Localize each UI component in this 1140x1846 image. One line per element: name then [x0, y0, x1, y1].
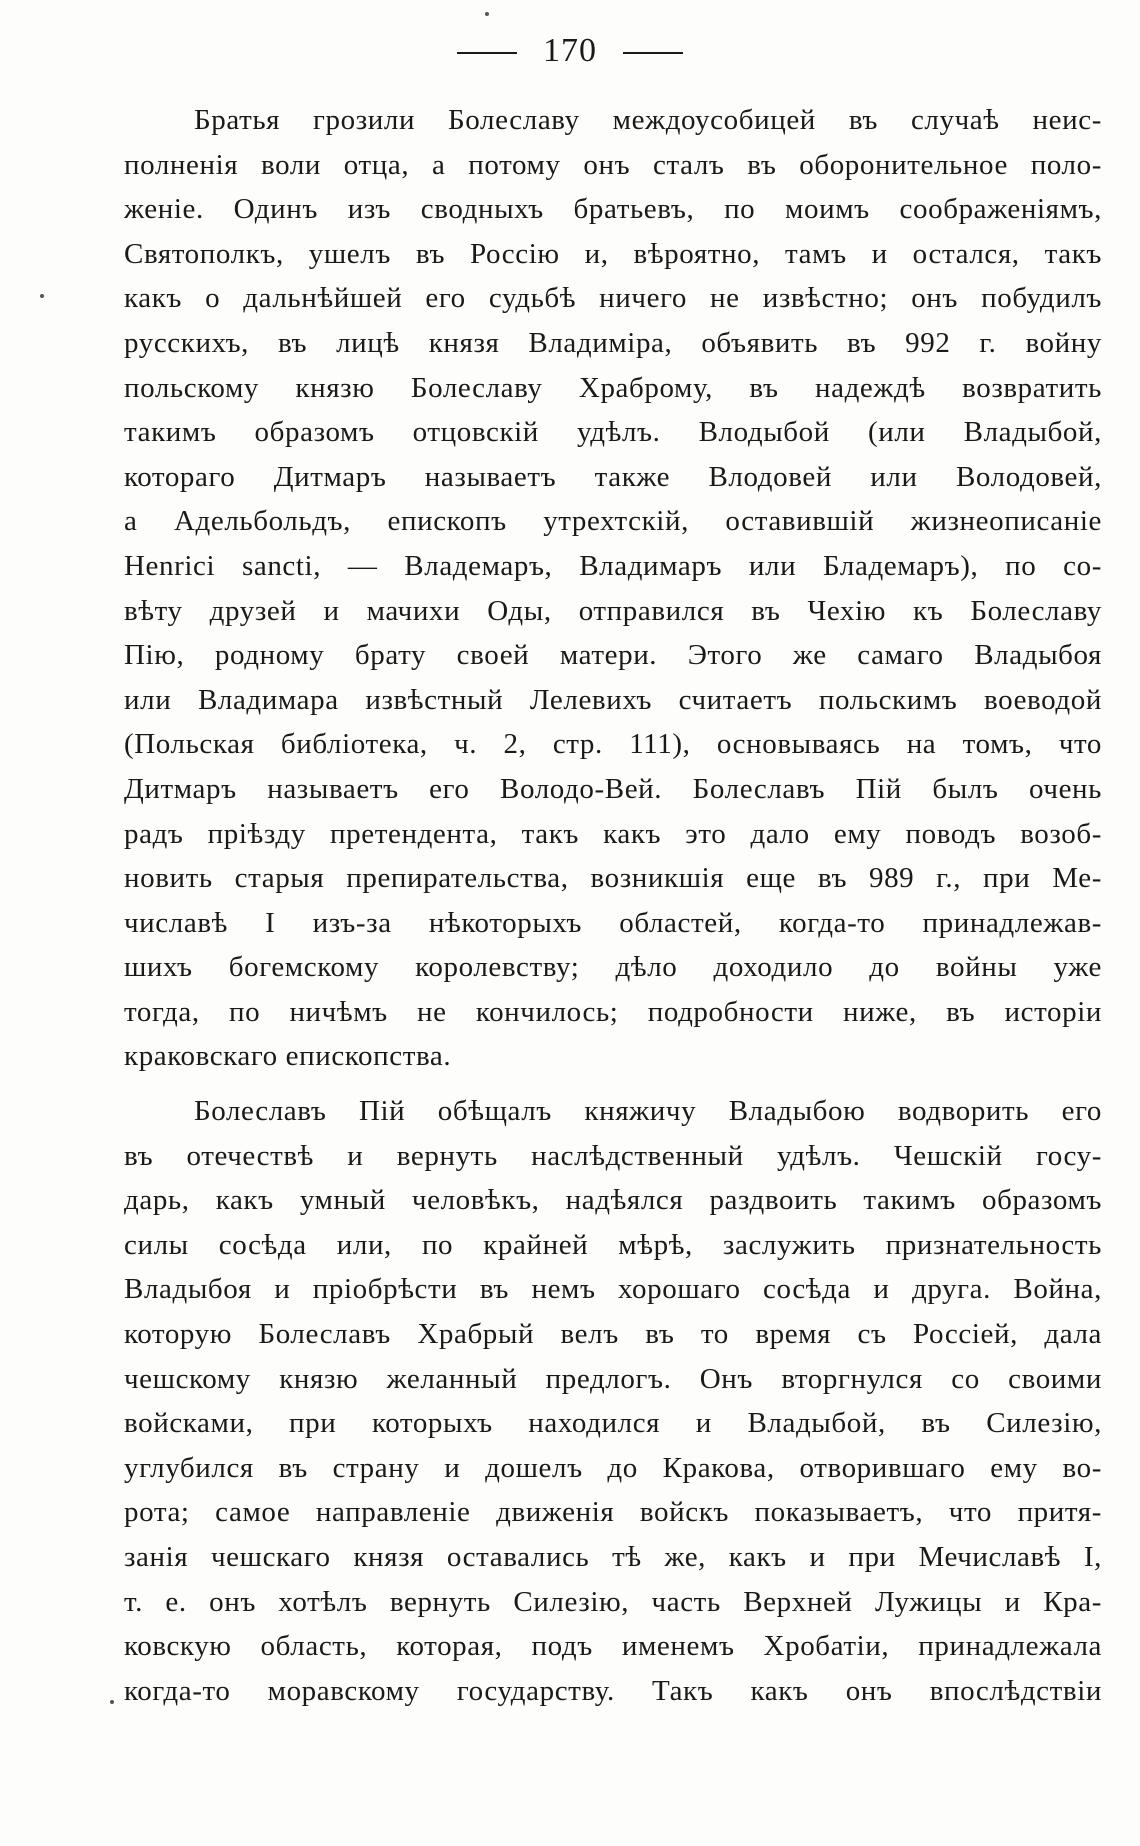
page-number: 170: [543, 32, 597, 69]
text-line: шихъ богемскому королевству; дѣло доходило до войны уже: [124, 951, 1102, 984]
text-line: дарь, какъ умный человѣкъ, надѣялся раздвоить такимъ образомъ: [124, 1184, 1102, 1217]
text-line: ковскую область, которая, подъ именемъ Хробатіи, принадлежала: [124, 1630, 1102, 1663]
text-line: числавѣ I изъ-за нѣкоторыхъ областей, когда-то принадлежав-: [124, 906, 1102, 939]
text-line: когда-то моравскому государству. Такъ какъ онъ впослѣдствіи: [124, 1674, 1102, 1707]
text-line: войсками, при которыхъ находился и Владыбой, въ Силезію,: [124, 1407, 1102, 1440]
text-line: Братья грозили Болеславу междоусобицей въ случаѣ неис-: [194, 104, 1102, 136]
text-line: силы сосѣда или, по крайней мѣрѣ, заслужить признательность: [124, 1228, 1102, 1261]
text-line: занія чешскаго князя оставались тѣ же, какъ и при Мечиславѣ I,: [124, 1541, 1102, 1573]
text-line: такимъ образомъ отцовскій удѣлъ. Влодыбой (или Владыбой,: [124, 416, 1102, 449]
text-line: Пію, родному брату своей матери. Этого же самаго Владыбоя: [124, 639, 1102, 672]
text-line: Владыбоя и пріобрѣсти въ немъ хорошаго сосѣда и друга. Война,: [124, 1273, 1102, 1306]
text-line: углубился въ страну и дошелъ до Кракова, отворившаго ему во-: [124, 1451, 1102, 1484]
text-line: радъ пріѣзду претендента, такъ какъ это дало ему поводъ возоб-: [124, 817, 1102, 850]
scan-speck: [110, 1700, 114, 1704]
text-line: котораго Дитмаръ называетъ также Влодовей или Володовей,: [124, 460, 1102, 493]
text-line: женіе. Одинъ изъ сводныхъ братьевъ, по моимъ соображеніямъ,: [124, 193, 1102, 226]
text-line: чешскому князю желанный предлогъ. Онъ вторгнулся со своими: [124, 1362, 1102, 1395]
text-line: въ отечествѣ и вернуть наслѣдственный удѣлъ. Чешскій госу-: [124, 1139, 1102, 1172]
scan-speck: [40, 294, 44, 298]
header-dash-right: [623, 52, 683, 54]
text-line: вѣту друзей и мачихи Оды, отправился въ Чехію къ Болеславу: [124, 594, 1102, 627]
header-dash-left: [457, 52, 517, 54]
text-line: (Польская библіотека, ч. 2, стр. 111), основываясь на томъ, что: [124, 728, 1102, 761]
text-line: а Адельбольдъ, епископъ утрехтскій, оставившій жизнеописаніе: [124, 505, 1102, 538]
paragraph-2: [124, 1089, 1102, 1713]
text-line: русскихъ, въ лицѣ князя Владиміра, объявить въ 992 г. войну: [124, 326, 1102, 359]
text-line: польскому князю Болеславу Храброму, въ надеждѣ возвратить: [124, 371, 1102, 404]
scan-speck: [485, 12, 489, 16]
text-line: т. е. онъ хотѣлъ вернуть Силезію, часть Верхней Лужицы и Кра-: [124, 1585, 1102, 1618]
text-line: полненія воли отца, а потому онъ сталъ въ оборонительное поло-: [124, 148, 1102, 181]
text-line: краковскаго епископства.: [124, 1040, 452, 1073]
page-header: [0, 32, 1140, 70]
text-line: рота; самое направленіе движенія войскъ показываетъ, что притя-: [124, 1496, 1102, 1529]
text-line: новить старыя препирательства, возникшія еще въ 989 г., при Ме-: [124, 862, 1102, 895]
paragraph-1: [124, 98, 1102, 1079]
text-line: Болеславъ Пій обѣщалъ княжичу Владыбою водворить его: [194, 1095, 1102, 1128]
text-line: Дитмаръ называетъ его Володо-Вей. Болеславъ Пій былъ очень: [124, 772, 1102, 805]
text-line: Святополкъ, ушелъ въ Россію и, вѣроятно, тамъ и остался, такъ: [124, 237, 1102, 270]
text-line: которую Болеславъ Храбрый велъ въ то время съ Россіей, дала: [124, 1318, 1102, 1351]
text-line: или Владимара извѣстный Лелевихъ считаетъ польскимъ воеводой: [124, 683, 1102, 716]
text-line: тогда, по ничѣмъ не кончилось; подробности ниже, въ исторіи: [124, 995, 1102, 1028]
text-line: какъ о дальнѣйшей его судьбѣ ничего не извѣстно; онъ побудилъ: [124, 282, 1102, 315]
page-body: [124, 98, 1102, 1713]
text-line: Henrici sancti, — Владемаръ, Владимаръ или Бладемаръ), по со-: [124, 549, 1102, 582]
